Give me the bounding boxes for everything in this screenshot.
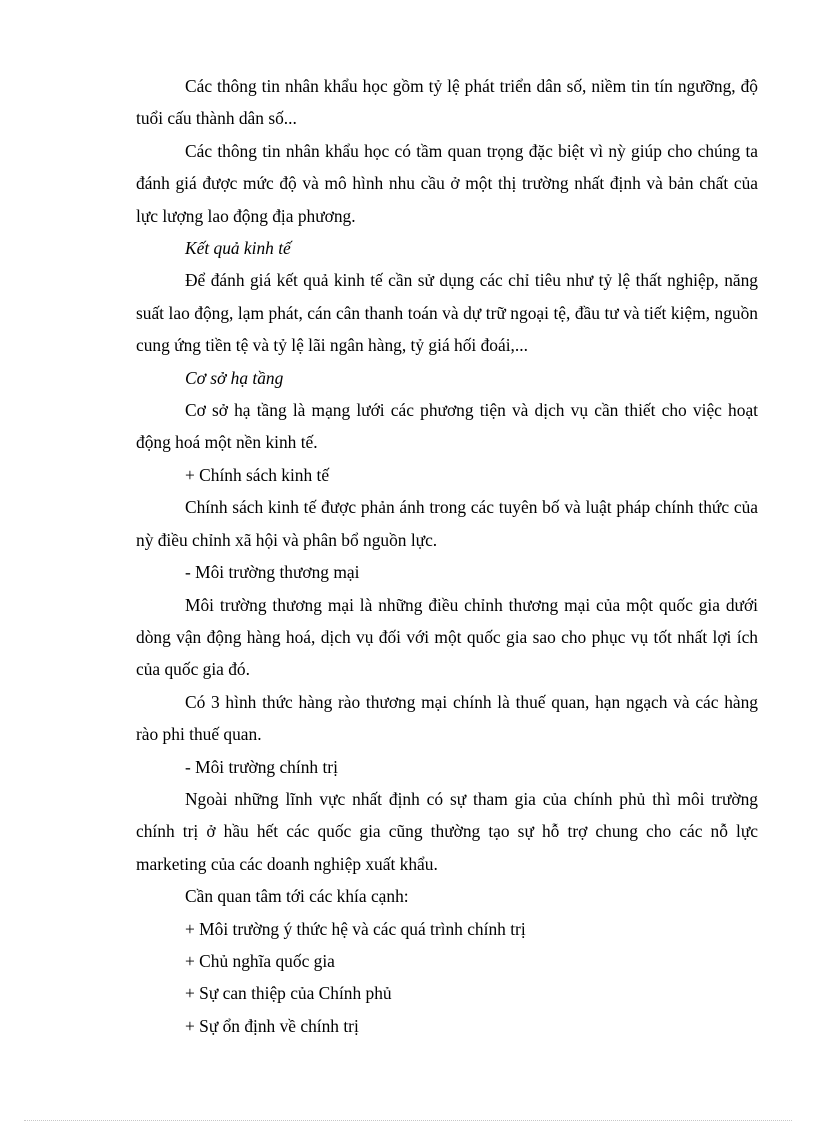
list-item-ideology: + Môi trường ý thức hệ và các quá trình chính trị <box>185 918 526 939</box>
subheading-economic-results: Kết quả kinh tế <box>185 238 291 259</box>
paragraph-political-environment: Ngoài những lĩnh vực nhất định có sự tham gia của chính phủ thì môi trường chính trị ở hầu hết các quốc gia cũng thường tạo sự hỗ trợ chung cho các nỗ lực marketing của các doanh nghiệp xuất khẩu. <box>136 788 758 874</box>
paragraph-economic-results: Để đánh giá kết quả kinh tế cần sử dụng các chỉ tiêu như tỷ lệ thất nghiệp, năng suất lao động, lạm phát, cán cân thanh toán và dự trữ ngoại tệ, đầu tư và tiết kiệm, nguồn cung ứng tiền tệ và tỷ lệ lãi ngân hàng, tỷ giá hối đoái,... <box>136 270 758 356</box>
heading-economic-policy: + Chính sách kinh tế <box>185 464 330 485</box>
paragraph-demographics-intro: Các thông tin nhân khẩu học gồm tỷ lệ phát triển dân số, niềm tin tín ngưỡng, độ tuổi cấu thành dân số... <box>136 76 758 129</box>
list-item-government-intervention: + Sự can thiệp của Chính phủ <box>185 983 392 1004</box>
paragraph-economic-policy: Chính sách kinh tế được phản ánh trong các tuyên bố và luật pháp chính thức của nỳ điều chỉnh xã hội và phân bổ nguồn lực. <box>136 497 758 550</box>
heading-trade-environment: - Môi trường thương mại <box>185 562 360 583</box>
page-bottom-rule <box>24 1120 792 1121</box>
paragraph-trade-environment: Môi trường thương mại là những điều chỉnh thương mại của một quốc gia dưới dòng vận động hàng hoá, dịch vụ đối với một quốc gia sao cho phục vụ tốt nhất lợi ích của quốc gia đó. <box>136 594 758 680</box>
list-item-political-stability: + Sự ổn định về chính trị <box>185 1015 359 1036</box>
paragraph-demographics-importance: Các thông tin nhân khẩu học có tầm quan trọng đặc biệt vì nỳ giúp cho chúng ta đánh giá được mức độ và mô hình nhu cầu ở một thị trường nhất định và bản chất của lực lượng lao động địa phương. <box>136 140 758 226</box>
document-body <box>136 70 758 1042</box>
paragraph-trade-barriers: Có 3 hình thức hàng rào thương mại chính là thuế quan, hạn ngạch và các hàng rào phi thuế quan. <box>136 691 758 745</box>
paragraph-aspects-intro: Cần quan tâm tới các khía cạnh: <box>185 886 409 907</box>
heading-political-environment: - Môi trường chính trị <box>185 756 338 777</box>
paragraph-infrastructure: Cơ sở hạ tầng là mạng lưới các phương tiện và dịch vụ cần thiết cho việc hoạt động hoá một nền kinh tế. <box>136 400 758 453</box>
subheading-infrastructure: Cơ sở hạ tầng <box>185 367 284 388</box>
list-item-nationalism: + Chủ nghĩa quốc gia <box>185 950 335 971</box>
